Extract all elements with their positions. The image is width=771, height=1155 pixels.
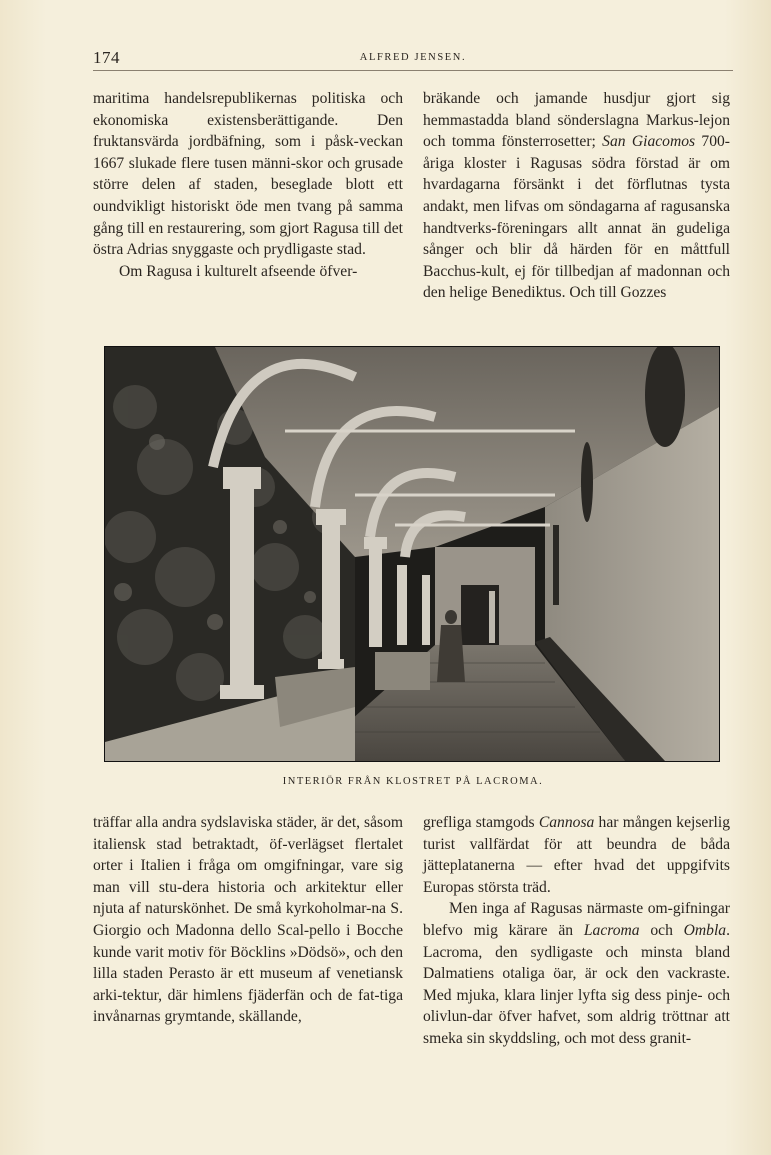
paragraph: grefliga stamgods Cannosa har mången kejserlig turist vallfärdat för att beundra de båda jätteplatanerna — efter hvad det uppgifvits Europas största träd.	[423, 814, 730, 896]
column-bottom-left	[93, 812, 403, 1028]
column-top-right	[423, 88, 730, 304]
figure-caption: INTERIÖR FRÅN KLOSTRET PÅ LACROMA.	[282, 776, 544, 787]
emphasis: Cannosa	[538, 814, 595, 831]
cloister-photograph	[104, 346, 720, 762]
page-header	[93, 46, 733, 70]
emphasis: Ombla	[683, 921, 727, 939]
emphasis: San Giacomos	[602, 133, 696, 151]
running-head: ALFRED JENSEN.	[359, 52, 467, 63]
page-number: 174	[93, 48, 120, 67]
paragraph: maritima handelsrepublikernas politiska och ekonomiska existensberättigande. Den fruktansvärda jordbäfning, som i påsk-veckan 1667 slukade flere tusen männi-skor och grusade större delen af staden, beseglade blott ett oundvikligt historiskt öde men tvang på samma gång till en restaurering, som gjort Ragusa till det östra Adrias snyggaste och prydligaste stad.	[93, 90, 403, 259]
paragraph: Men inga af Ragusas närmaste om-gifningar blefvo mig kärare än Lacroma och Ombla. Lacroma, den sydligaste och minsta bland Dalmatiens otaliga öar, är ock den vackraste. Med mjuka, klara linjer lyfta sig dess pinje- och olivlun-dar öfver hafvet, som aldrig tröttnar att smeka sin skyddsling, och mot dess granit-	[423, 900, 731, 1047]
paragraph: bräkande och jamande husdjur gjort sig hemmastadda bland sönderslagna Markus-lejon och tomma fönsterrosetter; San Giacomos 700-åriga kloster i Ragusas södra förstad är om hvardagarna försänkt i det förflutnas tysta andakt, men lifvas om söndagarna af ragusanska handtverks-föreningars allt annat än gudeliga sånger och blir då härden för en måttfull Bacchus-kult, ej för tillbedjan af madonnan och den helige Benediktus. Och till Gozzes	[423, 90, 730, 302]
column-bottom-right	[423, 812, 730, 1050]
emphasis: Lacroma	[583, 921, 640, 939]
paragraph: träffar alla andra sydslaviska städer, är det, såsom italiensk stad betraktadt, öf-verlägset flertalet orter i Italien i fråga om omgifningar, vare sig man vill stu-dera historia och arkitektur eller njuta af naturskönhet. De små kyrkoholmar-na S. Giorgio och Madonna dello Scal-pello i Bocche kunde varit motiv för Böcklins »Dödsö», och den lilla staden Perasto är ett museum af venetiansk arki-tektur, där himlens fjäderfän och de fat-tiga invånarnas grymtande, skällande,	[93, 814, 403, 1026]
column-top-left	[93, 88, 403, 282]
header-rule	[93, 70, 733, 71]
paragraph: Om Ragusa i kulturelt afseende öfver-	[119, 262, 358, 280]
